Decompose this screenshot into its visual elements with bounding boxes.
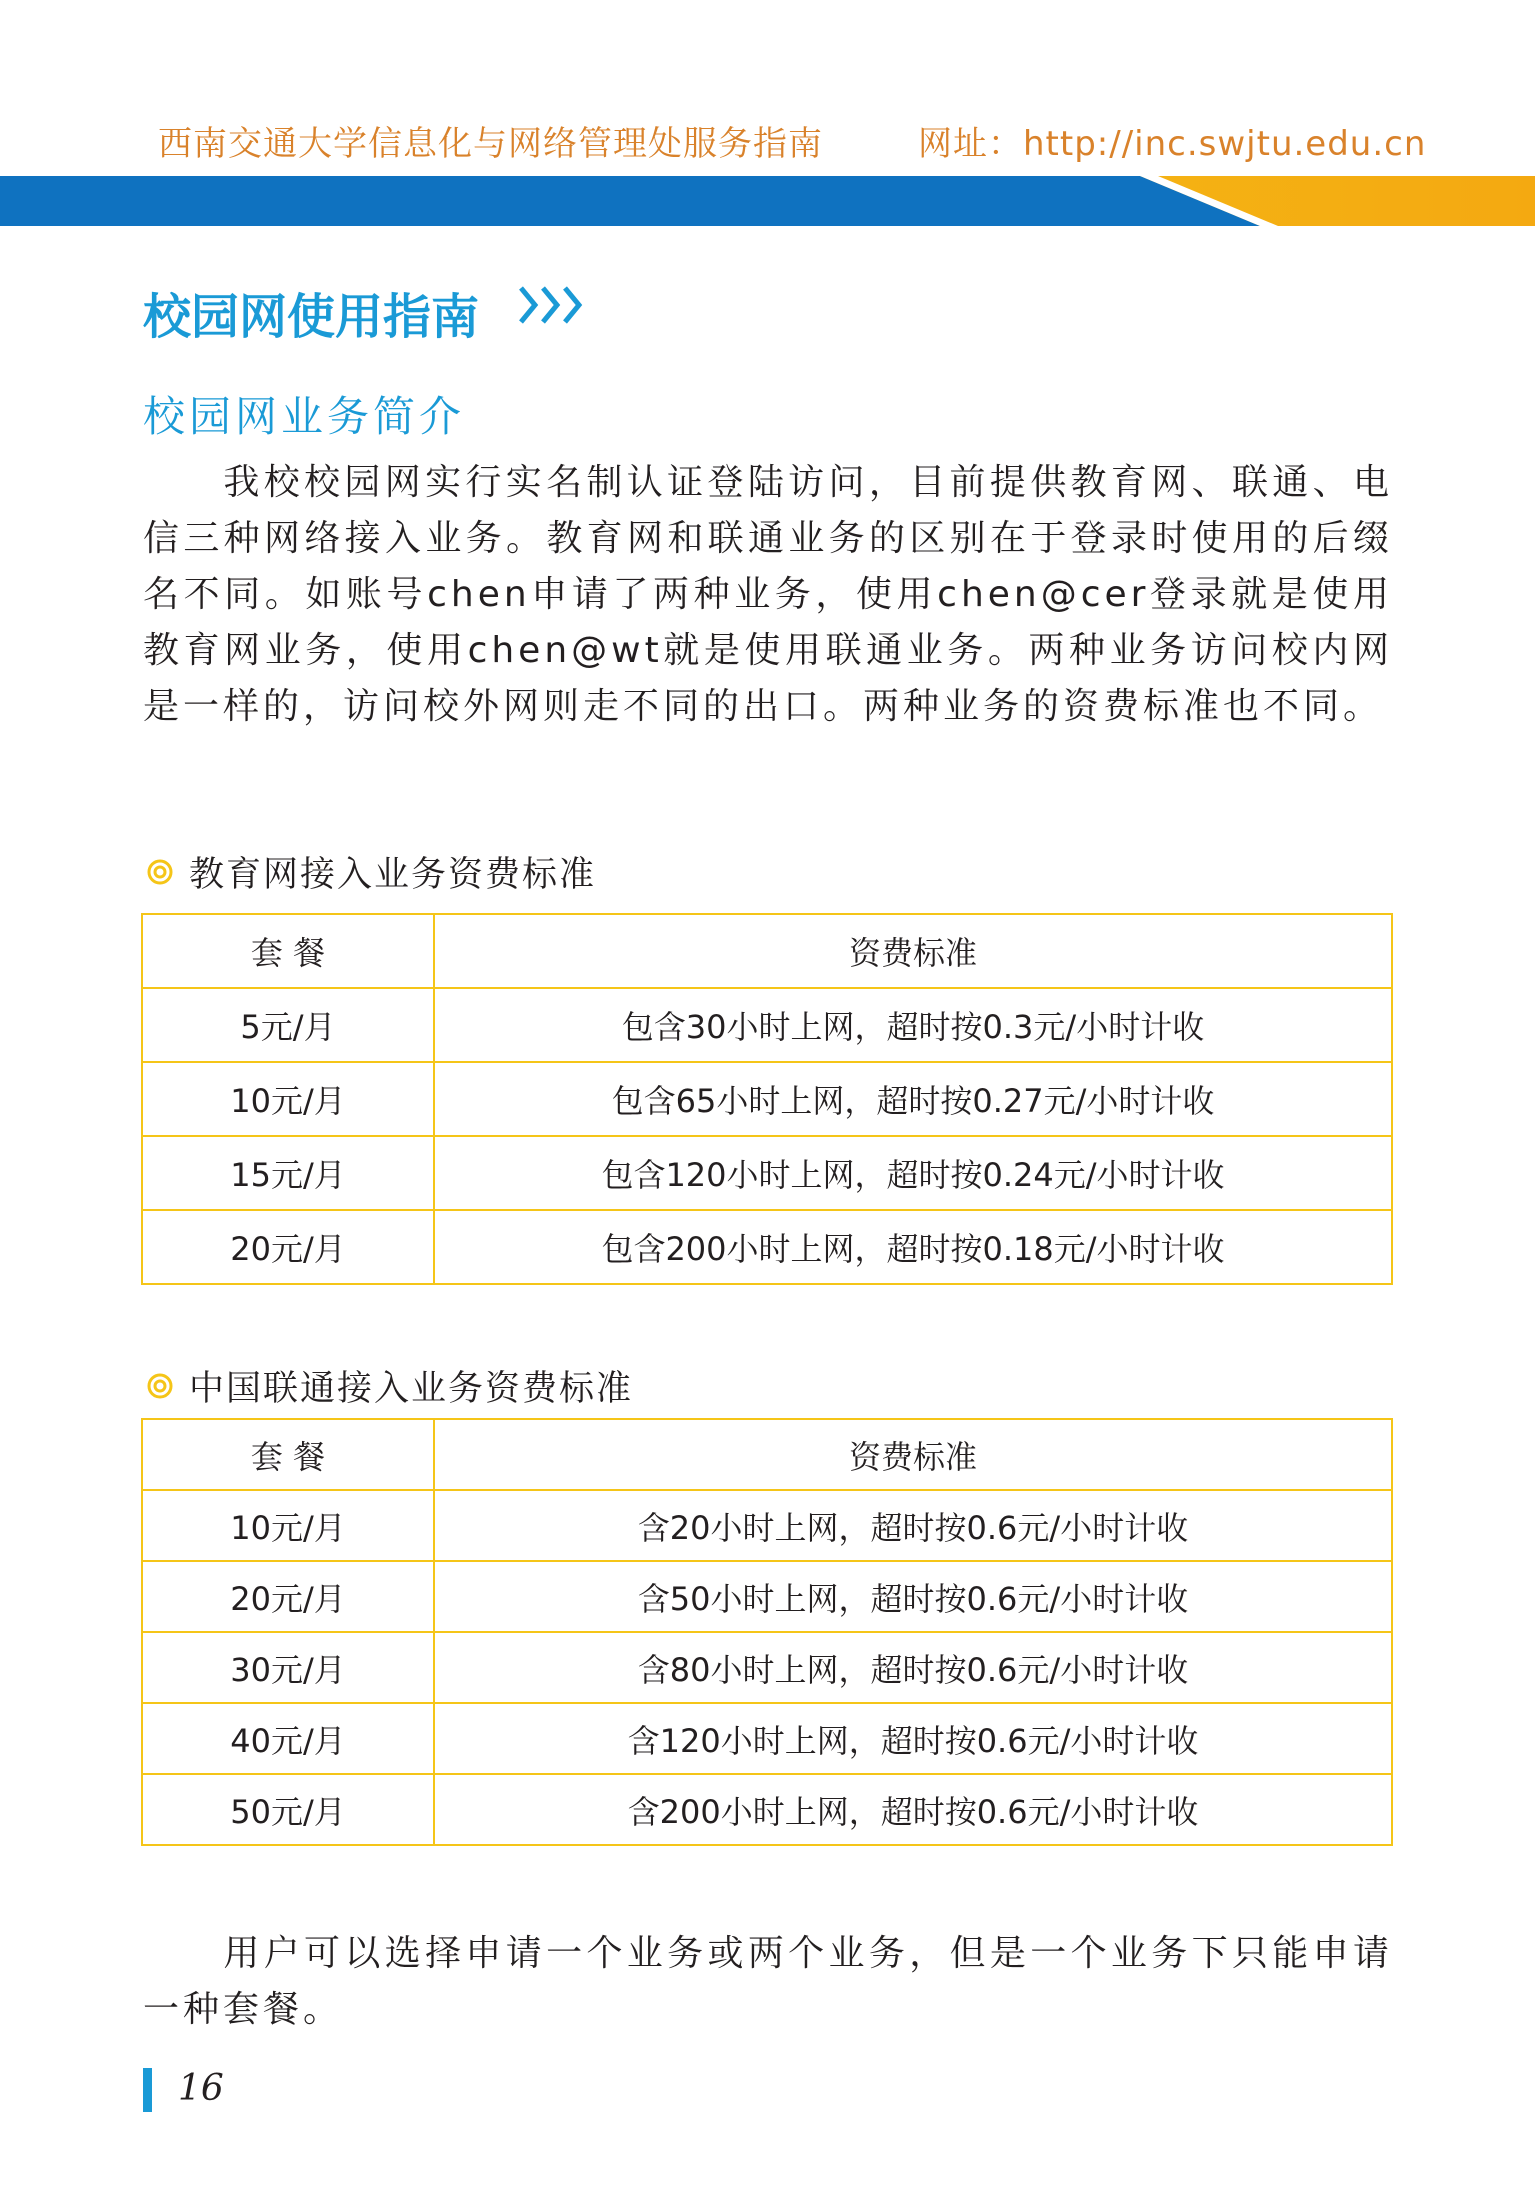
table-row [142,1062,1392,1136]
table-heading-unicom [147,1361,633,1411]
table-header-row [142,914,1392,988]
plan-cell: 30元/月 [142,1632,434,1703]
double-circle-bullet-icon [147,859,173,885]
fee-table-edu [141,913,1393,1285]
fee-cell: 包含65小时上网，超时按0.27元/小时计收 [434,1062,1392,1136]
table-heading-text: 中国联通接入业务资费标准 [189,1369,634,1409]
column-header-fee: 资费标准 [434,914,1392,988]
plan-cell: 10元/月 [142,1490,434,1561]
plan-cell: 50元/月 [142,1774,434,1845]
plan-cell: 40元/月 [142,1703,434,1774]
column-header-plan: 套 餐 [142,1419,434,1490]
header-band [0,176,1535,226]
intro-paragraph [143,455,1393,735]
fee-cell: 包含120小时上网，超时按0.24元/小时计收 [434,1136,1392,1210]
plan-cell: 15元/月 [142,1136,434,1210]
fee-cell: 含20小时上网，超时按0.6元/小时计收 [434,1490,1392,1561]
page-number-bar [143,2068,152,2112]
header-url: 网址：http://inc.swjtu.edu.cn [918,124,1427,164]
plan-cell: 5元/月 [142,988,434,1062]
fee-cell: 含50小时上网，超时按0.6元/小时计收 [434,1561,1392,1632]
closing-paragraph [143,1926,1393,2038]
table-heading-text: 教育网接入业务资费标准 [189,855,597,895]
plan-cell: 10元/月 [142,1062,434,1136]
plan-cell: 20元/月 [142,1210,434,1284]
table-header-row [142,1419,1392,1490]
column-header-fee: 资费标准 [434,1419,1392,1490]
triple-chevron-right-icon [515,280,595,330]
table-row [142,1632,1392,1703]
table-row [142,1703,1392,1774]
fee-cell: 包含30小时上网，超时按0.3元/小时计收 [434,988,1392,1062]
table-row [142,1210,1392,1284]
fee-cell: 包含200小时上网，超时按0.18元/小时计收 [434,1210,1392,1284]
fee-cell: 含120小时上网，超时按0.6元/小时计收 [434,1703,1392,1774]
header-title: 西南交通大学信息化与网络管理处服务指南 [158,124,823,164]
table-row [142,1561,1392,1632]
fee-cell: 含200小时上网，超时按0.6元/小时计收 [434,1774,1392,1845]
table-row [142,1774,1392,1845]
fee-cell: 含80小时上网，超时按0.6元/小时计收 [434,1632,1392,1703]
table-row [142,1136,1392,1210]
double-circle-bullet-icon [147,1373,173,1399]
table-heading-edu [147,847,596,897]
section-title [143,278,479,347]
page-number: 16 [178,2068,224,2109]
table-row [142,988,1392,1062]
closing-text: 用户可以选择申请一个业务或两个业务，但是一个业务下只能申请一种套餐。 [143,1933,1393,2030]
plan-cell: 20元/月 [142,1561,434,1632]
fee-table-unicom [141,1418,1393,1846]
column-header-plan: 套 餐 [142,914,434,988]
header-band-blue [0,176,1260,226]
subheading: 校园网业务简介 [143,392,466,441]
section-title-text: 校园网使用指南 [143,289,480,345]
intro-text: 我校校园网实行实名制认证登陆访问，目前提供教育网、联通、电信三种网络接入业务。教育网和联通业务的区别在于登录时使用的后缀名不同。如账号chen申请了两种业务，使用chen@cer登录就是使用教育网业务，使用chen@wt就是使用联通业务。两种业务访问校内网是一样的，访问校外网则走不同的出口。两种业务的资费标准也不同。 [143,462,1393,727]
table-row [142,1490,1392,1561]
